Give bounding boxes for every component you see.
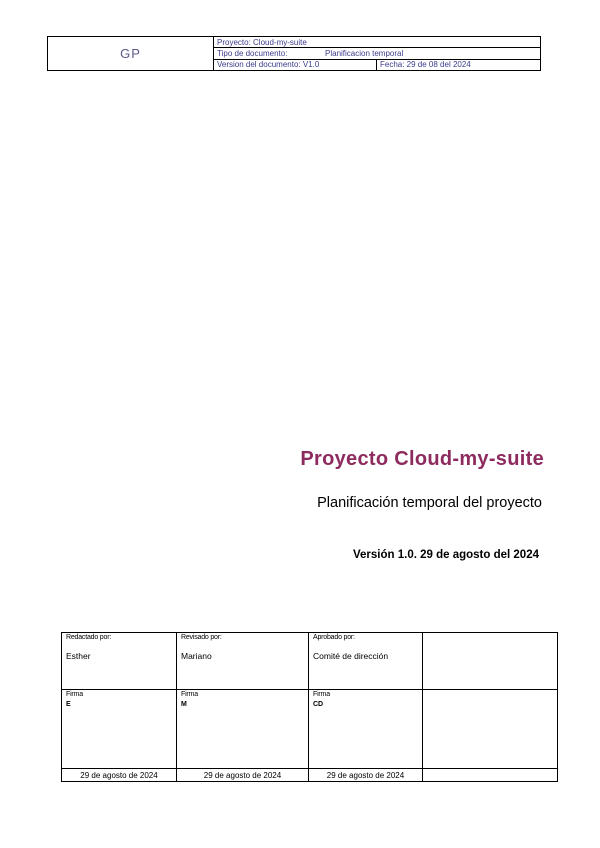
signature-label: Firma — [66, 691, 83, 698]
document-header — [47, 36, 541, 71]
signoff-table — [61, 632, 558, 782]
empty-cell-bottom — [423, 769, 558, 782]
doc-type-label: Tipo de documento: — [217, 48, 288, 58]
signature-reviewed: M — [181, 701, 187, 708]
reviewed-by-value: Mariano — [181, 651, 212, 661]
project-row — [214, 37, 540, 48]
signature-label: Firma — [313, 691, 330, 698]
doc-date: Fecha: 29 de 08 del 2024 — [380, 60, 471, 70]
signature-written-cell — [62, 690, 177, 769]
doc-type-row — [214, 48, 540, 59]
reviewed-by-cell — [177, 633, 309, 690]
approved-by-label: Aprobado por: — [313, 634, 355, 641]
version-date-row — [214, 60, 540, 70]
signature-label: Firma — [181, 691, 198, 698]
doc-version: Version del documento: V1.0 — [214, 60, 377, 70]
empty-cell-middle — [423, 690, 558, 769]
approved-by-cell — [309, 633, 423, 690]
signature-approved-cell — [309, 690, 423, 769]
project-name: Proyecto: Cloud-my-suite — [217, 37, 307, 47]
empty-cell-top — [423, 633, 558, 690]
header-info — [214, 37, 540, 70]
date-approved: 29 de agosto de 2024 — [309, 769, 423, 782]
version-line: Versión 1.0. 29 de agosto del 2024 — [352, 549, 539, 561]
doc-type-value: Planificacion temporal — [325, 48, 404, 58]
reviewed-by-label: Revisado por: — [181, 634, 222, 641]
logo: GP — [48, 37, 214, 70]
signature-written: E — [66, 701, 71, 708]
date-written: 29 de agosto de 2024 — [62, 769, 177, 782]
written-by-label: Redactado por: — [66, 634, 112, 641]
signature-reviewed-cell — [177, 690, 309, 769]
written-by-value: Esther — [66, 651, 91, 661]
document-title: Proyecto Cloud-my-suite — [300, 448, 544, 470]
approved-by-value: Comité de dirección — [313, 651, 389, 661]
signature-approved: CD — [313, 701, 324, 708]
written-by-cell — [62, 633, 177, 690]
date-reviewed: 29 de agosto de 2024 — [177, 769, 309, 782]
document-subtitle: Planificación temporal del proyecto — [317, 495, 542, 511]
